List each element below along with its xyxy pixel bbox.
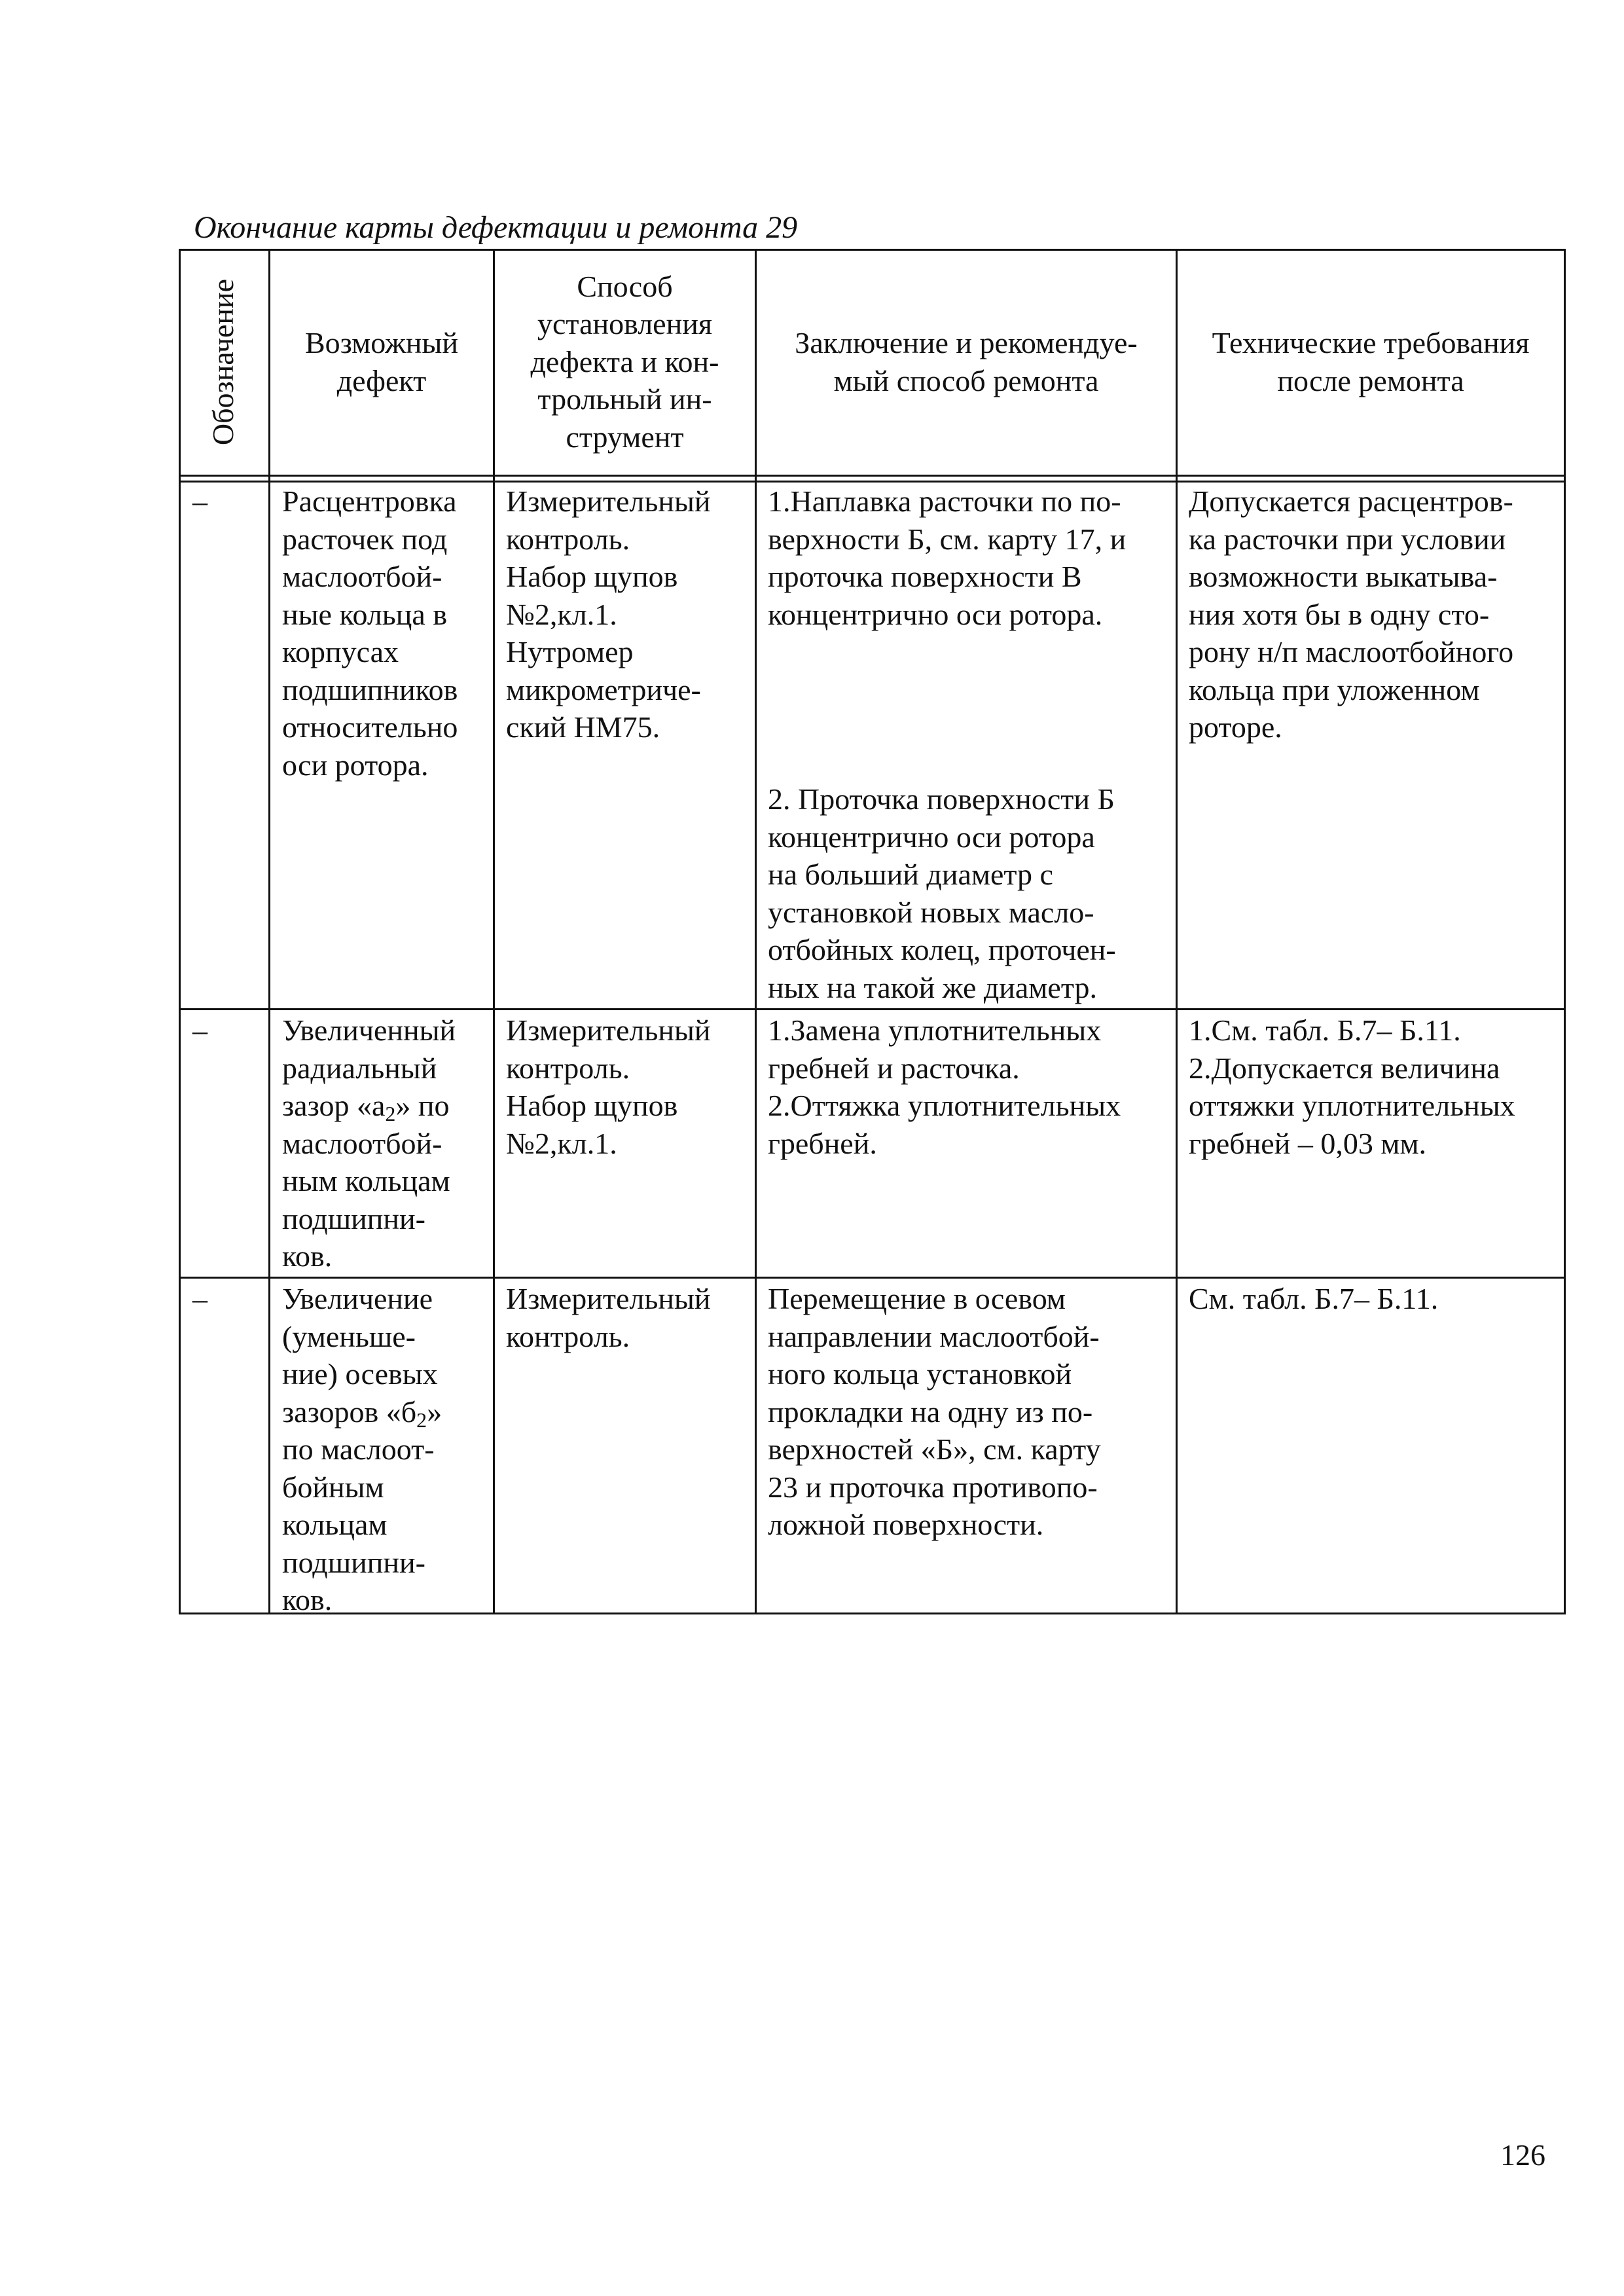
header-defect: Возможный дефект [304,326,459,397]
row-2-defect-text-a: Увеличенный радиальный зазор «а [282,1013,456,1122]
row-3-defect-text-b: » по маслоот- бойным кольцам подшипни- ков. [282,1394,442,1616]
row-3-defect-subscript: 2 [416,1408,427,1432]
table-border-right [1564,249,1566,1614]
page-number: 126 [1500,2138,1545,2172]
row-2-designation: – [192,1013,208,1047]
header-designation-cell [179,249,268,475]
header-designation: Обозначение [206,278,240,445]
row-3-designation: – [192,1282,208,1315]
header-divider [179,475,1566,477]
header-method: Способ установления дефекта и кон- трольный ин- струмент [530,269,719,454]
row-3-method: Измерительный контроль. [506,1282,711,1353]
row-1-defect: Расцентровка расточек под маслоотбой- ные кольца в корпусах подшипников относительно оси ротора. [282,484,458,782]
row-1-conclusion-2: 2. Проточка поверхности Б концентрично оси ротора на больший диаметр с установкой новых масло- отбойных колец, проточен- ных на такой же диаметр. [768,782,1116,1004]
row-divider [179,1008,1566,1010]
row-2-defect-subscript: 2 [385,1102,396,1125]
row-3-defect-text-a: Увеличение (уменьше- ние) осевых зазоров «б [282,1282,438,1429]
header-requirements: Технические требования после ремонта [1212,326,1530,397]
row-1-designation: – [192,484,208,518]
row-2-method: Измерительный контроль. Набор щупов №2,кл.1. [506,1013,711,1160]
row-1-requirements: Допускается расцентров- ка расточки при условии возможности выкатыва- ния хотя бы в одну сто- рону н/п маслоотбойного кольца при уложенном роторе. [1189,484,1514,744]
table-caption: Окончание карты дефектации и ремонта 29 [194,210,798,245]
row-1-conclusion-1: 1.Наплавка расточки по по- верхности Б, см. карту 17, и проточка поверхности В концентрично оси ротора. [768,484,1127,631]
row-3-defect [282,1280,493,1619]
row-3-requirements: См. табл. Б.7– Б.11. [1189,1282,1439,1315]
row-2-defect-text-b: » по маслоотбой- ным кольцам подшипни- ков. [282,1089,450,1273]
row-2-requirements: 1.См. табл. Б.7– Б.11. 2.Допускается величина оттяжки уплотнительных гребней – 0,03 мм. [1189,1013,1515,1160]
row-3-conclusion: Перемещение в осевом направлении маслоотбой- ного кольца установкой прокладки на одну из по- верхностей «Б», см. карту 23 и проточка противопо- ложной поверхности. [768,1282,1101,1541]
header-conclusion: Заключение и рекомендуе- мый способ ремонта [795,326,1138,397]
defect-repair-table [179,249,1566,1614]
row-divider [179,1277,1566,1279]
row-1-method: Измерительный контроль. Набор щупов №2,кл.1. Нутромер микрометриче- ский НМ75. [506,484,711,744]
row-2-defect [282,1011,493,1275]
row-2-conclusion: 1.Замена уплотнительных гребней и расточка. 2.Оттяжка уплотнительных гребней. [768,1013,1121,1160]
